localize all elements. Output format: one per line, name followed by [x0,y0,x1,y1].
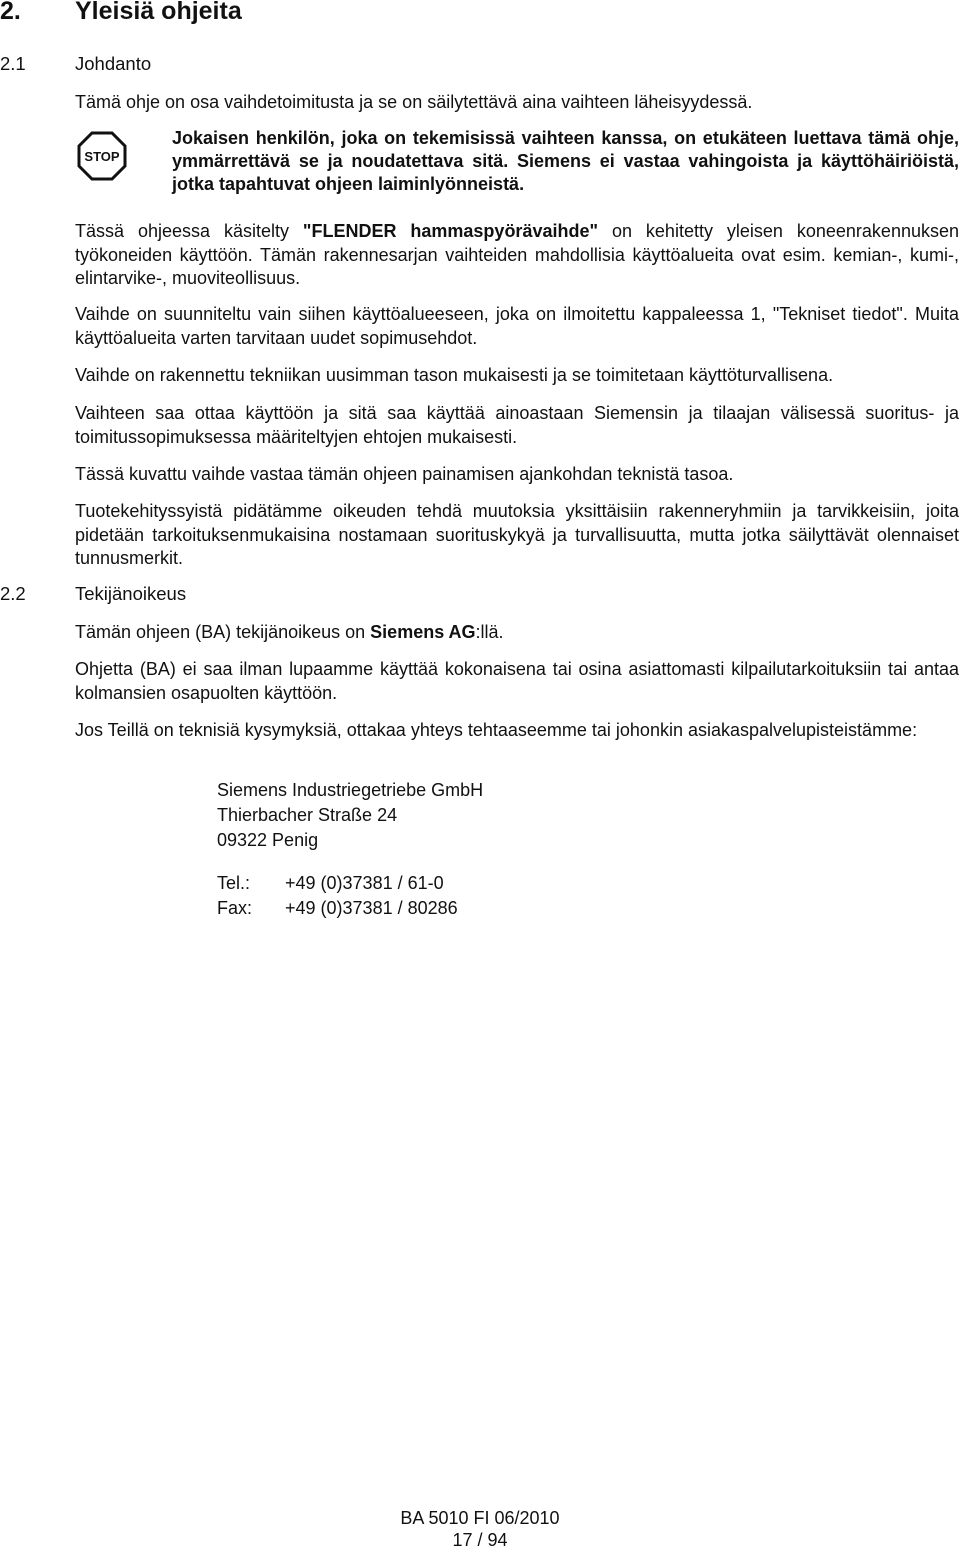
subsection-number: 2.2 [0,583,26,604]
subsection-number: 2.1 [0,53,26,74]
product-name: "FLENDER hammaspyörävaihde" [302,221,599,241]
changes-paragraph: Tuotekehityssyistä pidätämme oikeuden tehdä muutoksia yksittäisiin rakenneryhmiin ja tarvikkeisiin, joita pidetään tarkoituksenmukaisina nostamaan suorituskykyä ja turvallisuutta, mutta jotka säilyttävät olennaiset tunnusmerkit. [75,501,959,568]
company-name: Siemens AG [370,622,476,642]
fax-line [217,896,458,921]
contact-paragraph: Jos Teillä on teknisiä kysymyksiä, ottakaa yhteys tehtaaseemme tai johonkin asiakaspalvelupisteistämme: [75,720,918,740]
built-paragraph: Vaihde on rakennettu tekniikan uusimman tason mukaisesti ja se toimitetaan käyttöturvallisena. [75,365,834,385]
subsection-heading-intro [0,53,151,75]
flender-paragraph: Tässä ohjeessa käsitelty "FLENDER hammaspyörävaihde" on kehitetty yleisen koneenrakennuksen työkoneiden käyttöön. Tämän rakennesarjan vaihteiden mahdollisia käyttöalueita ovat esim. kemian-, kumi-, elintarvike-, muoviteollisuus. [75,221,959,288]
stop-icon-label: STOP [84,149,120,164]
intro-paragraph: Tämä ohje on osa vaihdetoimitusta ja se on säilytettävä aina vaihteen läheisyydessä. [75,92,753,112]
copyright-paragraph: Tämän ohjeen (BA) tekijänoikeus on Siemens AG:llä. [75,622,504,642]
subsection-title: Johdanto [75,53,152,74]
subsection-title: Tekijänoikeus [75,583,187,604]
usage-paragraph: Vaihde on suunniteltu vain siihen käyttöalueeseen, joka on ilmoitettu kappaleessa 1, "Tekniset tiedot". Muita käyttöalueita varten tarvitaan uudet sopimusehdot. [75,304,959,348]
address-block [217,778,483,853]
commission-paragraph: Vaihteen saa ottaa käyttöön ja sitä saa käyttää ainoastaan Siemensin ja tilaajan välisessä suoritus- ja toimitussopimuksessa määriteltyjen ehtojen mukaisesti. [75,403,959,447]
stop-icon [77,131,127,181]
state-paragraph: Tässä kuvattu vaihde vastaa tämän ohjeen painamisen ajankohdan teknistä tasoa. [75,464,734,484]
section-heading [0,0,242,26]
fax-number: +49 (0)37381 / 80286 [285,898,458,918]
address-street: Thierbacher Straße 24 [217,805,398,825]
section-number: 2. [0,0,21,25]
phone-line [217,871,458,896]
address-city: 09322 Penig [217,830,319,850]
stop-warning: Jokaisen henkilön, joka on tekemisissä vaihteen kanssa, on etukäteen luettava tämä ohje, ymmärrettävä se ja noudatettava sitä. Siemens ei vastaa vahingoista ja käyttöhäiriöistä, jotka tapahtuvat ohjeen laiminlyönneistä. [172,128,959,194]
section-title: Yleisiä ohjeita [75,0,242,25]
footer-doc: BA 5010 FI 06/2010 [400,1508,560,1528]
tel-label: Tel.: [217,873,251,893]
footer-page: 17 / 94 [452,1530,508,1550]
phone-block [217,871,458,921]
subsection-heading-copyright [0,583,186,605]
tel-number: +49 (0)37381 / 61-0 [285,873,444,893]
prohibit-paragraph: Ohjetta (BA) ei saa ilman lupaamme käyttää kokonaisena tai osina asiattomasti kilpailutarkoituksiin tai antaa kolmansien osapuolten käyttöön. [75,659,959,703]
address-company: Siemens Industriegetriebe GmbH [217,780,484,800]
fax-label: Fax: [217,898,253,918]
